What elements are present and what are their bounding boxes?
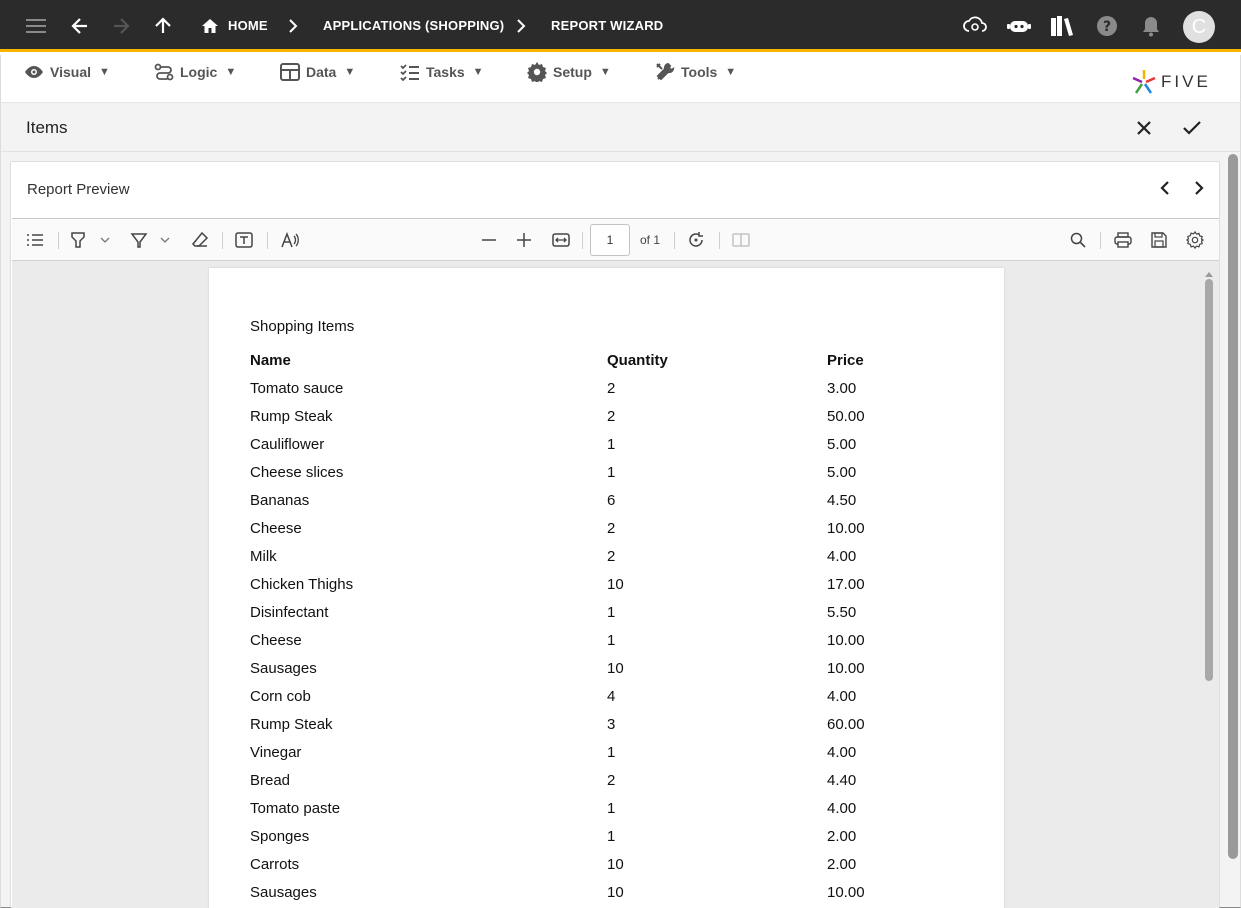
check-icon	[1183, 121, 1201, 135]
menu-bar	[0, 55, 1241, 103]
fit-width-icon[interactable]	[551, 230, 571, 250]
cell-name: Tomato sauce	[250, 380, 344, 397]
cell-name: Cheese	[250, 632, 302, 649]
forward-arrow-icon[interactable]	[109, 14, 133, 38]
cell-name: Sausages	[250, 884, 317, 901]
table-row	[209, 408, 1004, 436]
zoom-out-icon[interactable]	[479, 230, 499, 250]
cell-name: Carrots	[250, 856, 300, 873]
chevron-right-icon	[281, 14, 305, 38]
close-button[interactable]	[1132, 116, 1156, 140]
cell-price: 50.00	[827, 408, 865, 425]
cell-name: Rump Steak	[250, 716, 333, 733]
up-arrow-icon[interactable]	[151, 14, 175, 38]
report-preview-card	[10, 161, 1220, 908]
table-row	[209, 520, 1004, 548]
zoom-in-icon[interactable]	[514, 230, 534, 250]
cell-quantity: 1	[607, 632, 616, 649]
caret-down-icon: ▼	[344, 66, 356, 78]
table-row	[209, 744, 1004, 772]
toolbar-separator	[58, 232, 59, 249]
help-icon[interactable]	[1095, 14, 1119, 38]
table-row	[209, 772, 1004, 800]
cell-quantity: 1	[607, 464, 616, 481]
cell-name: Chicken Thighs	[250, 576, 354, 593]
cell-quantity: 1	[607, 828, 616, 845]
chevron-down-icon[interactable]	[155, 230, 175, 250]
eye-icon	[24, 65, 44, 79]
cloud-sync-icon[interactable]	[963, 14, 987, 38]
cell-price: 10.00	[827, 632, 865, 649]
cell-quantity: 2	[607, 548, 616, 565]
report-page	[209, 268, 1004, 908]
chatbot-icon[interactable]	[1007, 14, 1031, 38]
card-title: Report Preview	[27, 181, 130, 198]
outline-icon[interactable]	[25, 230, 45, 250]
cell-name: Bread	[250, 772, 291, 789]
cell-name: Sausages	[250, 660, 317, 677]
caret-down-icon: ▼	[725, 66, 737, 78]
five-logo	[1131, 69, 1211, 95]
rotate-icon[interactable]	[686, 230, 706, 250]
table-row	[209, 828, 1004, 856]
pdf-viewer[interactable]	[12, 261, 1219, 908]
table-row	[209, 884, 1004, 908]
five-logo-text: FIVE	[1161, 72, 1211, 91]
svg-text:?: ?	[1102, 19, 1112, 35]
chevron-right-icon	[1194, 181, 1204, 195]
pdf-toolbar	[12, 218, 1219, 261]
cell-name: Cheese slices	[250, 464, 344, 481]
menu-data-label: Data	[306, 64, 337, 80]
table-row	[209, 492, 1004, 520]
cell-quantity: 4	[607, 688, 616, 705]
table-row	[209, 576, 1004, 604]
avatar-letter: C	[1191, 15, 1207, 38]
report-title: Shopping Items	[250, 318, 355, 335]
toolbar-separator	[267, 232, 268, 249]
breadcrumb-applications[interactable]: APPLICATIONS (SHOPPING)	[323, 18, 505, 33]
bell-icon[interactable]	[1139, 14, 1163, 38]
cell-quantity: 2	[607, 380, 616, 397]
eraser-icon[interactable]	[190, 230, 210, 250]
cell-name: Rump Steak	[250, 408, 333, 425]
cell-name: Corn cob	[250, 688, 311, 705]
cell-price: 10.00	[827, 884, 865, 901]
cell-price: 10.00	[827, 660, 865, 677]
breadcrumb-home[interactable]: HOME	[228, 18, 268, 33]
cell-quantity: 1	[607, 744, 616, 761]
cell-name: Cauliflower	[250, 436, 325, 453]
cell-name: Milk	[250, 548, 277, 565]
cell-quantity: 10	[607, 576, 624, 593]
menu-tasks[interactable]	[400, 62, 484, 82]
table-row	[209, 688, 1004, 716]
cell-price: 17.00	[827, 576, 865, 593]
cell-quantity: 2	[607, 408, 616, 425]
cell-price: 60.00	[827, 716, 865, 733]
cell-quantity: 2	[607, 520, 616, 537]
table-icon	[280, 63, 300, 81]
highlight-icon[interactable]	[68, 230, 88, 250]
column-header-name: Name	[250, 352, 291, 369]
cell-quantity: 10	[607, 884, 624, 901]
column-header-quantity: Quantity	[607, 352, 668, 369]
column-header-price: Price	[827, 352, 864, 369]
menu-visual[interactable]	[24, 62, 110, 82]
toolbar-separator	[222, 232, 223, 249]
cell-name: Cheese	[250, 520, 302, 537]
toolbar-separator	[1100, 232, 1101, 249]
close-icon	[1136, 120, 1152, 136]
menu-tools-label: Tools	[681, 64, 718, 80]
cell-price: 4.00	[827, 688, 857, 705]
cell-price: 4.00	[827, 744, 857, 761]
cell-name: Disinfectant	[250, 604, 329, 621]
table-row	[209, 800, 1004, 828]
toolbar-separator	[719, 232, 720, 249]
next-button[interactable]	[1188, 177, 1210, 199]
menu-logic-label: Logic	[180, 64, 218, 80]
cell-price: 2.00	[827, 828, 857, 845]
toolbar-separator	[582, 232, 583, 249]
search-icon[interactable]	[1068, 230, 1088, 250]
table-row	[209, 548, 1004, 576]
menu-setup-label: Setup	[553, 64, 592, 80]
tools-icon	[655, 62, 675, 82]
table-row	[209, 464, 1004, 492]
gear-icon	[527, 62, 547, 82]
cell-quantity: 1	[607, 800, 616, 817]
checklist-icon	[400, 63, 420, 81]
table-row	[209, 660, 1004, 688]
previous-button[interactable]	[1154, 177, 1176, 199]
caret-down-icon: ▼	[225, 66, 237, 78]
app-bar	[0, 0, 1241, 52]
print-icon[interactable]	[1113, 230, 1133, 250]
table-row	[209, 380, 1004, 408]
breadcrumb-report-wizard[interactable]: REPORT WIZARD	[551, 18, 664, 33]
cell-price: 4.00	[827, 548, 857, 565]
page-number-input[interactable]	[590, 224, 630, 256]
cell-price: 5.00	[827, 436, 857, 453]
settings-icon[interactable]	[1185, 230, 1205, 250]
menu-visual-label: Visual	[50, 64, 91, 80]
cell-quantity: 1	[607, 436, 616, 453]
table-row	[209, 632, 1004, 660]
five-logo-mark	[1131, 69, 1157, 95]
back-arrow-icon[interactable]	[68, 14, 92, 38]
cell-name: Vinegar	[250, 744, 302, 761]
menu-tasks-label: Tasks	[426, 64, 465, 80]
confirm-button[interactable]	[1180, 116, 1204, 140]
chevron-left-icon	[1160, 181, 1170, 195]
caret-down-icon: ▼	[99, 66, 110, 78]
cell-price: 2.00	[827, 856, 857, 873]
page-scrollbar[interactable]	[1228, 154, 1238, 859]
menu-logic[interactable]	[154, 62, 236, 82]
page-title: Items	[26, 118, 68, 137]
cell-quantity: 10	[607, 660, 624, 677]
cell-price: 5.00	[827, 464, 857, 481]
menu-data[interactable]	[280, 62, 355, 82]
table-row	[209, 604, 1004, 632]
toolbar-separator	[674, 232, 675, 249]
table-row	[209, 856, 1004, 884]
scroll-up-arrow-icon[interactable]	[1204, 265, 1214, 273]
cell-quantity: 3	[607, 716, 616, 733]
cell-price: 4.00	[827, 800, 857, 817]
chevron-down-icon[interactable]	[95, 230, 115, 250]
cell-quantity: 1	[607, 604, 616, 621]
menu-tools[interactable]	[655, 62, 736, 82]
cell-name: Bananas	[250, 492, 310, 509]
cell-price: 3.00	[827, 380, 857, 397]
avatar[interactable]	[1183, 11, 1215, 43]
caret-down-icon: ▼	[472, 66, 484, 78]
read-aloud-icon[interactable]	[280, 230, 300, 250]
content-area	[0, 152, 1241, 908]
cell-price: 4.40	[827, 772, 857, 789]
caret-down-icon: ▼	[599, 66, 611, 78]
page-view-icon[interactable]	[731, 230, 751, 250]
menu-setup[interactable]	[527, 62, 611, 82]
home-icon[interactable]	[198, 14, 222, 38]
draw-icon[interactable]	[129, 230, 149, 250]
cell-name: Sponges	[250, 828, 310, 845]
cell-quantity: 10	[607, 856, 624, 873]
cell-quantity: 6	[607, 492, 616, 509]
save-icon[interactable]	[1149, 230, 1169, 250]
menu-icon[interactable]	[24, 14, 48, 38]
cell-price: 4.50	[827, 492, 857, 509]
cell-quantity: 2	[607, 772, 616, 789]
cell-price: 5.50	[827, 604, 857, 621]
page-count: of 1	[640, 233, 661, 247]
logic-flow-icon	[154, 63, 174, 81]
table-row	[209, 436, 1004, 464]
table-row	[209, 716, 1004, 744]
viewer-scrollbar[interactable]	[1205, 279, 1213, 681]
text-box-icon[interactable]	[234, 230, 254, 250]
cell-price: 10.00	[827, 520, 865, 537]
form-header	[0, 103, 1241, 152]
library-icon[interactable]	[1050, 14, 1074, 38]
chevron-right-icon	[509, 14, 533, 38]
cell-name: Tomato paste	[250, 800, 341, 817]
